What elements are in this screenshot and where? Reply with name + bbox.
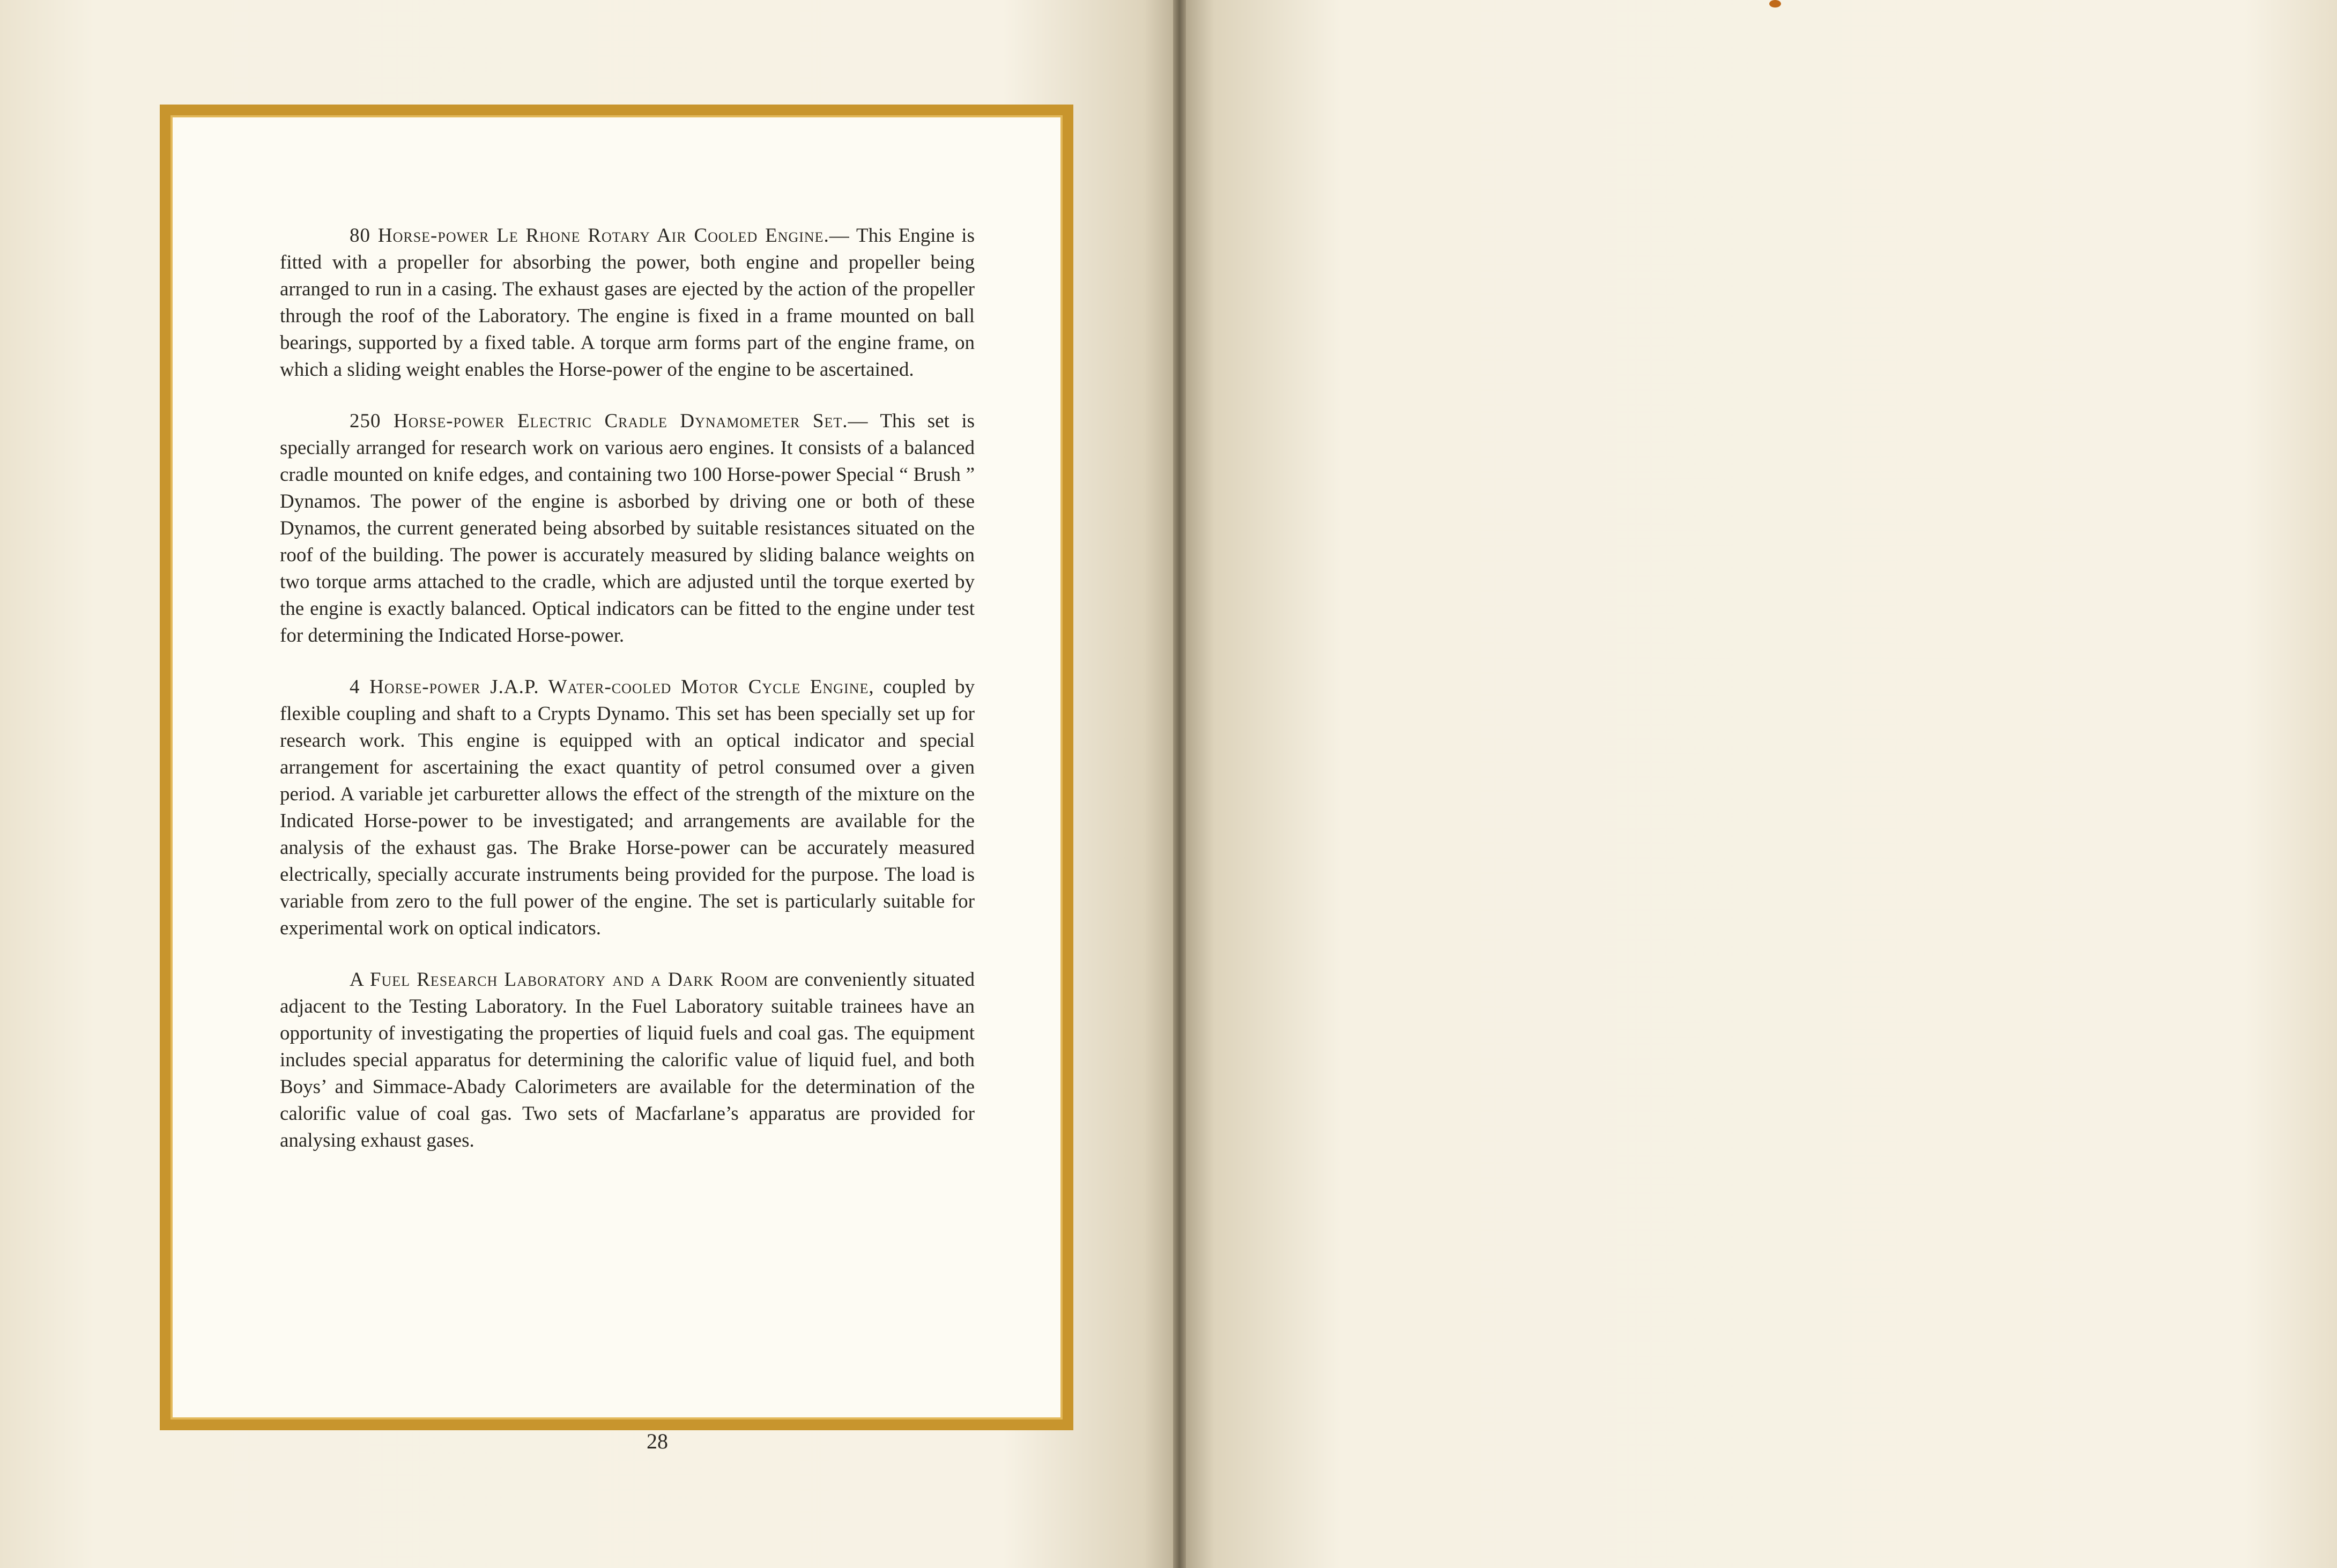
left-page-text	[280, 222, 975, 1179]
paragraph-le-rhone-engine	[280, 222, 975, 383]
paragraph-body: This Engine is fitted with a propeller for absorbing the power, both engine and propeller being arranged to run in a casing. The exhaust gases are ejected by the action of the propeller through the roof of the Laboratory. The engine is fixed in a frame mounted on ball bearings, supported by a fixed table. A torque arm forms part of the engine frame, on which a sliding weight enables the Horse-power of the engine to be ascertained.	[280, 225, 975, 381]
book-gutter	[1173, 0, 1186, 1568]
paragraph-body: coupled by flexible coupling and shaft to a Crypts Dynamo. This set has been specially set up for research work. This engine is equipped with an optical indicator and special arrangement for ascertaining the exact quantity of petrol consumed over a given period. A variable jet carburetter allows the effect of the strength of the mixture on the Indicated Horse-power to be investigated; and arrangements are available for the analysis of the exhaust gas. The Brake Horse-power can be accurately measured electrically, specially accurate instruments being provided for the purpose. The load is variable from zero to the full power of the engine. The set is particularly suitable for experimental work on optical indicators.	[280, 676, 975, 939]
page-number-left: 28	[647, 1429, 668, 1453]
paper-stain	[1769, 0, 1781, 8]
paragraph-body: are conveniently situated adjacent to the Testing Laboratory. In the Fuel Laboratory suitable trainees have an opportunity of investigating the properties of liquid fuels and coal gas. The equipment includes special apparatus for determining the calorific value of liquid fuel, and both Boys’ and Simmace-Abady Calorimeters are available for the determination of the calorific value of coal gas. Two sets of Macfarlane’s apparatus are provided for analysing exhaust gases.	[280, 969, 975, 1151]
right-page	[1179, 0, 2337, 1568]
paragraph-fuel-laboratory	[280, 967, 975, 1154]
paragraph-heading: 80 Horse-power Le Rhone Rotary Air Cooled Engine.—	[350, 225, 850, 247]
paragraph-heading: A Fuel Research Laboratory and a Dark Room	[350, 969, 769, 991]
paragraph-heading: 4 Horse-power J.A.P. Water-cooled Motor Cycle Engine,	[350, 676, 874, 698]
left-page-gold-frame	[160, 105, 1073, 1430]
paragraph-body: This set is specially arranged for research work on various aero engines. It consists of a balanced cradle mounted on knife edges, and containing two 100 Horse-power Special “ Brush ” Dynamos. The power of the engine is asborbed by driving one or both of these Dynamos, the current generated being absorbed by suitable resistances situated on the roof of the building. The power is accurately measured by sliding balance weights on two torque arms attached to the cradle, which are adjusted until the torque exerted by the engine is exactly balanced. Optical indicators can be fitted to the engine under test for determining the Indicated Horse-power.	[280, 410, 975, 646]
paragraph-dynamometer-set	[280, 408, 975, 649]
paragraph-jap-engine	[280, 674, 975, 942]
paragraph-heading: 250 Horse-power Electric Cradle Dynamometer Set.—	[350, 410, 869, 432]
